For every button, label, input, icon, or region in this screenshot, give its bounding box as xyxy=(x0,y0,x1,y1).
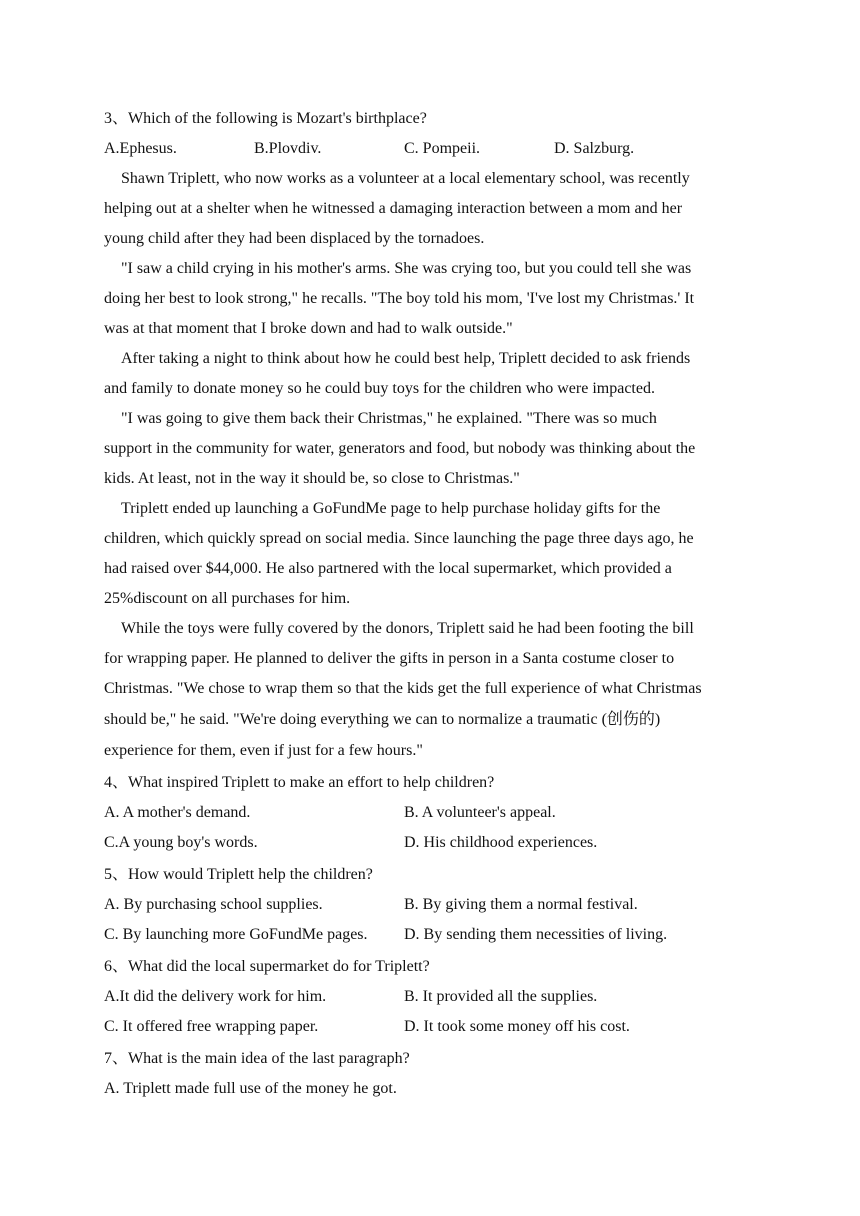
paragraph-line: should be," he said. "We're doing everything we can to normalize a traumatic (创伤的) xyxy=(104,711,661,728)
paragraph-3 xyxy=(104,344,764,404)
question-4-options-row-2 xyxy=(104,828,764,858)
q5-option-c: C. By launching more GoFundMe pages. xyxy=(104,926,368,943)
q6-option-d: D. It took some money off his cost. xyxy=(404,1018,630,1035)
paragraph-2 xyxy=(104,254,764,344)
paragraph-line: While the toys were fully covered by the donors, Triplett said he had been footing the bill xyxy=(121,620,694,637)
paragraph-line: Triplett ended up launching a GoFundMe page to help purchase holiday gifts for the xyxy=(121,500,661,517)
paragraph-line: experience for them, even if just for a few hours." xyxy=(104,742,423,759)
paragraph-line: helping out at a shelter when he witnessed a damaging interaction between a mom and her xyxy=(104,200,683,217)
question-3: 3、Which of the following is Mozart's birthplace? xyxy=(104,110,427,127)
q6-option-a: A.It did the delivery work for him. xyxy=(104,988,327,1005)
paragraph-line: had raised over $44,000. He also partnered with the local supermarket, which provided a xyxy=(104,560,672,577)
q5-option-a: A. By purchasing school supplies. xyxy=(104,896,323,913)
paragraph-1 xyxy=(104,164,764,254)
paragraph-line: "I was going to give them back their Christmas," he explained. "There was so much xyxy=(121,410,657,427)
document-page xyxy=(104,102,764,1104)
paragraph-line: "I saw a child crying in his mother's arms. She was crying too, but you could tell she was xyxy=(121,260,692,277)
q7-option-a: A. Triplett made full use of the money he got. xyxy=(104,1080,397,1097)
question-6: 6、What did the local supermarket do for Triplett? xyxy=(104,958,430,975)
q4-option-b: B. A volunteer's appeal. xyxy=(404,804,556,821)
q4-option-d: D. His childhood experiences. xyxy=(404,834,598,851)
q6-option-b: B. It provided all the supplies. xyxy=(404,988,598,1005)
q3-option-d: D. Salzburg. xyxy=(554,140,635,157)
question-5-options-row-1 xyxy=(104,890,764,920)
q5-option-d: D. By sending them necessities of living. xyxy=(404,926,668,943)
paragraph-line: Shawn Triplett, who now works as a volunteer at a local elementary school, was recently xyxy=(121,170,690,187)
paragraph-line: After taking a night to think about how he could best help, Triplett decided to ask friends xyxy=(121,350,691,367)
question-6-options-row-1 xyxy=(104,982,764,1012)
paragraph-line: for wrapping paper. He planned to deliver the gifts in person in a Santa costume closer to xyxy=(104,650,675,667)
q4-option-c: C.A young boy's words. xyxy=(104,834,258,851)
question-3-options xyxy=(104,134,764,164)
question-7: 7、What is the main idea of the last paragraph? xyxy=(104,1050,410,1067)
question-7-options-row-1 xyxy=(104,1074,764,1104)
question-5: 5、How would Triplett help the children? xyxy=(104,866,373,883)
q3-option-a: A.Ephesus. xyxy=(104,140,177,157)
q4-option-a: A. A mother's demand. xyxy=(104,804,251,821)
question-6-options-row-2 xyxy=(104,1012,764,1042)
passage xyxy=(104,164,764,766)
question-4: 4、What inspired Triplett to make an effort to help children? xyxy=(104,774,495,791)
q3-option-c: C. Pompeii. xyxy=(404,140,481,157)
question-4-options-row-1 xyxy=(104,798,764,828)
paragraph-line: support in the community for water, generators and food, but nobody was thinking about the xyxy=(104,440,696,457)
paragraph-6 xyxy=(104,614,764,766)
paragraph-line: doing her best to look strong," he recalls. "The boy told his mom, 'I've lost my Christmas.' It xyxy=(104,290,695,307)
paragraph-line: Christmas. "We chose to wrap them so that the kids get the full experience of what Christmas xyxy=(104,680,702,697)
paragraph-line: young child after they had been displaced by the tornadoes. xyxy=(104,230,485,247)
paragraph-line: was at that moment that I broke down and had to walk outside." xyxy=(104,320,513,337)
q5-option-b: B. By giving them a normal festival. xyxy=(404,896,638,913)
q6-option-c: C. It offered free wrapping paper. xyxy=(104,1018,319,1035)
question-5-options-row-2 xyxy=(104,920,764,950)
paragraph-line: children, which quickly spread on social media. Since launching the page three days ago, he xyxy=(104,530,694,547)
paragraph-line: kids. At least, not in the way it should be, so close to Christmas." xyxy=(104,470,520,487)
paragraph-line: 25%discount on all purchases for him. xyxy=(104,590,351,607)
paragraph-line: and family to donate money so he could buy toys for the children who were impacted. xyxy=(104,380,655,397)
paragraph-5 xyxy=(104,494,764,614)
q3-option-b: B.Plovdiv. xyxy=(254,140,322,157)
paragraph-4 xyxy=(104,404,764,494)
